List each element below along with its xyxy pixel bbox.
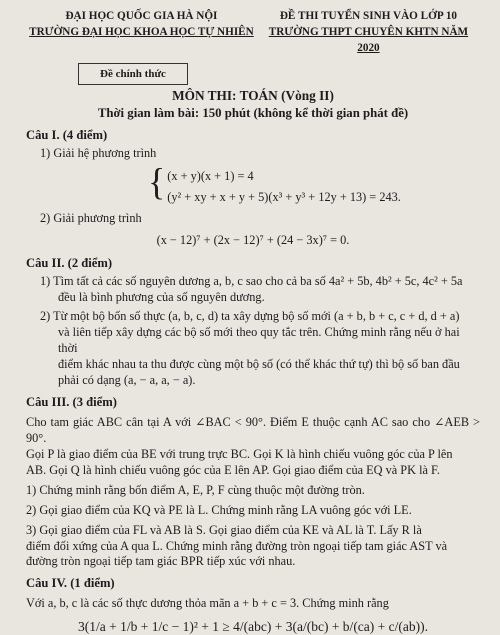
q1-eq2: (y² + xy + x + y + 5)(x³ + y³ + 12y + 13) = 243. — [167, 190, 401, 205]
official-stamp: Đề chính thức — [78, 63, 188, 85]
q1-part2: 2) Giải phương trình — [40, 211, 142, 226]
q2-title: Câu II. (2 điểm) — [26, 256, 113, 270]
q4-title: Câu IV. (1 điểm) — [26, 576, 115, 591]
q2-part2-line3: điểm khác nhau ta thu được cùng một bộ số (có thể khác thứ tự) thì bộ số ban đầu — [58, 357, 460, 372]
exam-header — [26, 8, 480, 57]
q2-part2-line4: phải có dạng (a, − a, a, − a). — [58, 373, 196, 388]
q1-title: Câu I. (4 điểm) — [26, 127, 108, 142]
q2-part2-line2: và liên tiếp xây dựng các bộ số mới theo quy tắc trên. Chứng minh rằng nếu ở hai thời — [58, 325, 460, 356]
q1-part1: 1) Giải hệ phương trình — [40, 146, 157, 161]
q1-equation-system — [148, 161, 480, 208]
exam-time: Thời gian làm bài: 150 phút (không kể thời gian phát đề) — [97, 106, 409, 121]
header-left — [26, 8, 257, 57]
q3-part2: 2) Gọi giao điểm của KQ và PE là L. Chứng minh rằng LA vuông góc với LE. — [26, 502, 412, 517]
q4-inequality: 3(1/a + 1/b + 1/c − 1)² + 1 ≥ 4/(abc) + 3(a/(bc) + b/(ca) + c/(ab)). — [78, 618, 428, 634]
q1-eq3: (x − 12)⁷ + (2x − 12)⁷ + (24 − 3x)⁷ = 0. — [156, 233, 350, 248]
q3-intro-line3: AB. Gọi Q là hình chiếu vuông góc của E lên AP. Gọi giao điểm của EQ và PK là F. — [26, 462, 440, 477]
q3-part1: 1) Chứng minh rằng bốn điểm A, E, P, F cùng thuộc một đường tròn. — [26, 482, 365, 497]
exam-subject: MÔN THI: TOÁN (Vòng II) — [172, 88, 334, 103]
q1-eq1: (x + y)(x + 1) = 4 — [167, 169, 254, 184]
q3-intro-line2: Gọi P là giao điểm của BE với trung trực BC. Gọi K là hình chiếu vuông góc của P lên — [26, 446, 453, 461]
q3-part3-line3: đường tròn ngoại tiếp tam giác BPR tiếp xúc với nhau. — [26, 554, 296, 569]
university-name: ĐẠI HỌC QUỐC GIA HÀ NỘI — [65, 10, 218, 22]
exam-name: ĐỀ THI TUYỂN SINH VÀO LỚP 10 — [279, 10, 458, 22]
q3-part3-line1: 3) Gọi giao điểm của FL và AB là S. Gọi giao điểm của KE và AL là T. Lấy R là — [26, 522, 422, 537]
q3-title: Câu III. (3 điểm) — [26, 395, 117, 410]
brace-symbol: { — [148, 161, 166, 204]
q2-part1-line2: đều là bình phương của số nguyên dương. — [58, 290, 265, 305]
q2-part2-line1: 2) Từ một bộ bốn số thực (a, b, c, d) ta xây dựng bộ số mới (a + b, b + c, c + d, d + a) — [40, 309, 460, 324]
exam-school-year: TRƯỜNG THPT CHUYÊN KHTN NĂM 2020 — [268, 26, 469, 55]
q2-part1-line1: 1) Tìm tất cả các số nguyên dương a, b, c sao cho cả ba số 4a² + 5b, 4b² + 5c, 4c² + 5a — [40, 274, 463, 289]
header-right — [257, 8, 480, 57]
school-name: TRƯỜNG ĐẠI HỌC KHOA HỌC TỰ NHIÊN — [29, 26, 254, 39]
q3-intro-line1: Cho tam giác ABC cân tại A với ∠BAC < 90°. Điểm E thuộc cạnh AC sao cho ∠AEB > 90°. — [26, 414, 480, 445]
q3-part3-line2: điểm đối xứng của A qua L. Chứng minh rằng đường tròn ngoại tiếp tam giác AST và — [26, 538, 448, 553]
q4-intro: Với a, b, c là các số thực dương thỏa mãn a + b + c = 3. Chứng minh rằng — [26, 595, 389, 610]
